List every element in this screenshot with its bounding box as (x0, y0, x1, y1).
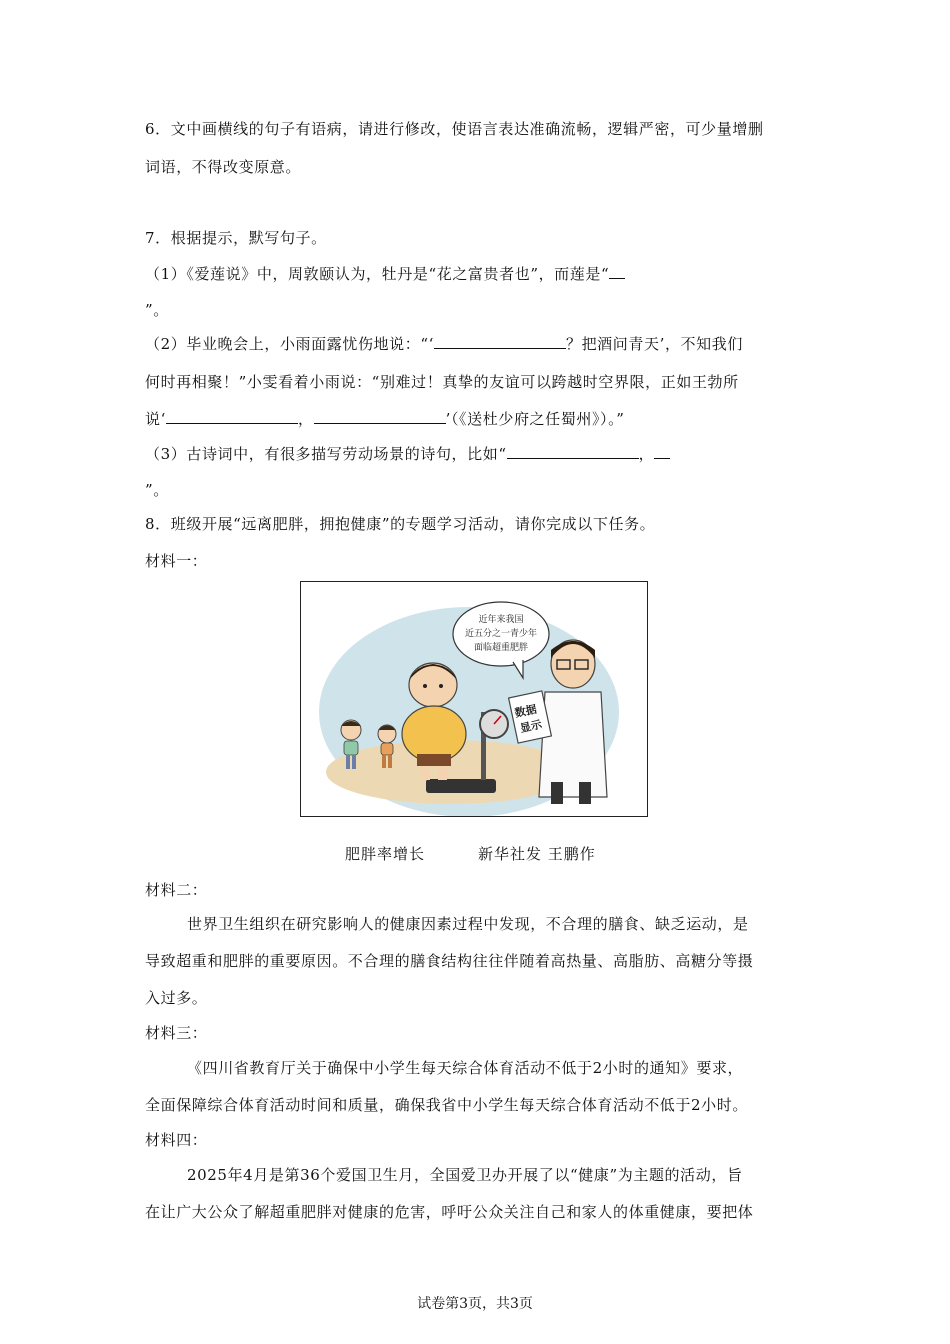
q7-part2-source: ’（《送杜少府之任蜀州》）。” (445, 410, 625, 428)
material-4-line-2: 在让广大公众了解超重肥胖对健康的危害，呼吁公众关注自己和家人的体重健康，要把体 (145, 1203, 754, 1221)
q7-part2-line3 (145, 408, 625, 429)
q6-line-2: 词语，不得改变原意。 (145, 158, 302, 176)
sign-text: 显示 (518, 717, 544, 736)
answer-blank[interactable] (434, 334, 566, 349)
q6-line-1: 6．文中画横线的句子有语病，请进行修改，使语言表达准确流畅，逻辑严密，可少量增删 (145, 120, 764, 138)
material-4-label: 材料四： (145, 1131, 208, 1149)
material-2-line-2: 导致超重和肥胖的重要原因。不合理的膳食结构往往伴随着高热量、高脂肪、高糖分等摄 (145, 952, 754, 970)
q7-part3-end: ”。 (145, 481, 169, 499)
answer-blank[interactable] (609, 264, 625, 279)
q7-part2-line2: 何时再相聚！”小雯看着小雨说：“别难过！真挚的友谊可以跨越时空界限，正如王勃所 (145, 373, 739, 391)
figure-caption-credit: 新华社发 王鹏作 (478, 845, 596, 863)
bubble-text-line: 近五分之一青少年 (464, 629, 538, 639)
answer-blank[interactable] (314, 409, 446, 424)
q7-part3 (145, 443, 670, 464)
q7-part2-text: （2）毕业晚会上，小雨面露忧伤地说：“‘ (145, 335, 434, 353)
q7-part3-text: （3）古诗词中，有很多描写劳动场景的诗句，比如“ (145, 445, 507, 463)
q7-title: 7．根据提示，默写句子。 (145, 229, 327, 247)
q7-part1-text: （1）《爱莲说》中，周敦颐认为，牡丹是“花之富贵者也”，而莲是“ (145, 265, 610, 283)
material-1-label: 材料一： (145, 552, 208, 570)
answer-blank[interactable] (166, 409, 298, 424)
material-4-line-1: 2025年4月是第36个爱国卫生月，全国爱卫办开展了以“健康”为主题的活动，旨 (187, 1166, 743, 1184)
material-3-line-2: 全面保障综合体育活动时间和质量，确保我省中小学生每天综合体育活动不低于2小时。 (145, 1096, 748, 1114)
q7-part3-comma: ， (638, 445, 655, 463)
q8-title: 8．班级开展“远离肥胖，拥抱健康”的专题学习活动，请你完成以下任务。 (145, 515, 656, 533)
q7-part2 (145, 333, 743, 354)
sign-text: 数据 (513, 702, 538, 720)
q7-part2-quote-open: 说‘ (145, 410, 166, 428)
answer-blank[interactable] (654, 444, 670, 459)
material-2-line-1: 世界卫生组织在研究影响人的健康因素过程中发现，不合理的膳食、缺乏运动，是 (187, 915, 749, 933)
material-3-line-1: 《四川省教育厅关于确保中小学生每天综合体育活动不低于2小时的通知》要求， (187, 1059, 744, 1077)
q7-part2-text-b: ？把酒问青天’，不知我们 (565, 335, 743, 353)
q7-part2-comma: ， (297, 410, 314, 428)
bubble-text-line: 面临超重肥胖 (473, 643, 529, 653)
material-2-line-3: 入过多。 (145, 989, 208, 1007)
q7-part1 (145, 263, 625, 284)
material-3-label: 材料三： (145, 1024, 208, 1042)
figure-caption-title: 肥胖率增长 (345, 845, 426, 863)
q7-part1-end: ”。 (145, 301, 169, 319)
answer-blank[interactable] (507, 444, 639, 459)
cartoon-svg (301, 582, 647, 816)
cartoon-illustration (300, 581, 648, 817)
page-footer: 试卷第3页，共3页 (417, 1296, 533, 1312)
bubble-text-line: 近年来我国 (478, 615, 524, 625)
material-2-label: 材料二： (145, 881, 208, 899)
